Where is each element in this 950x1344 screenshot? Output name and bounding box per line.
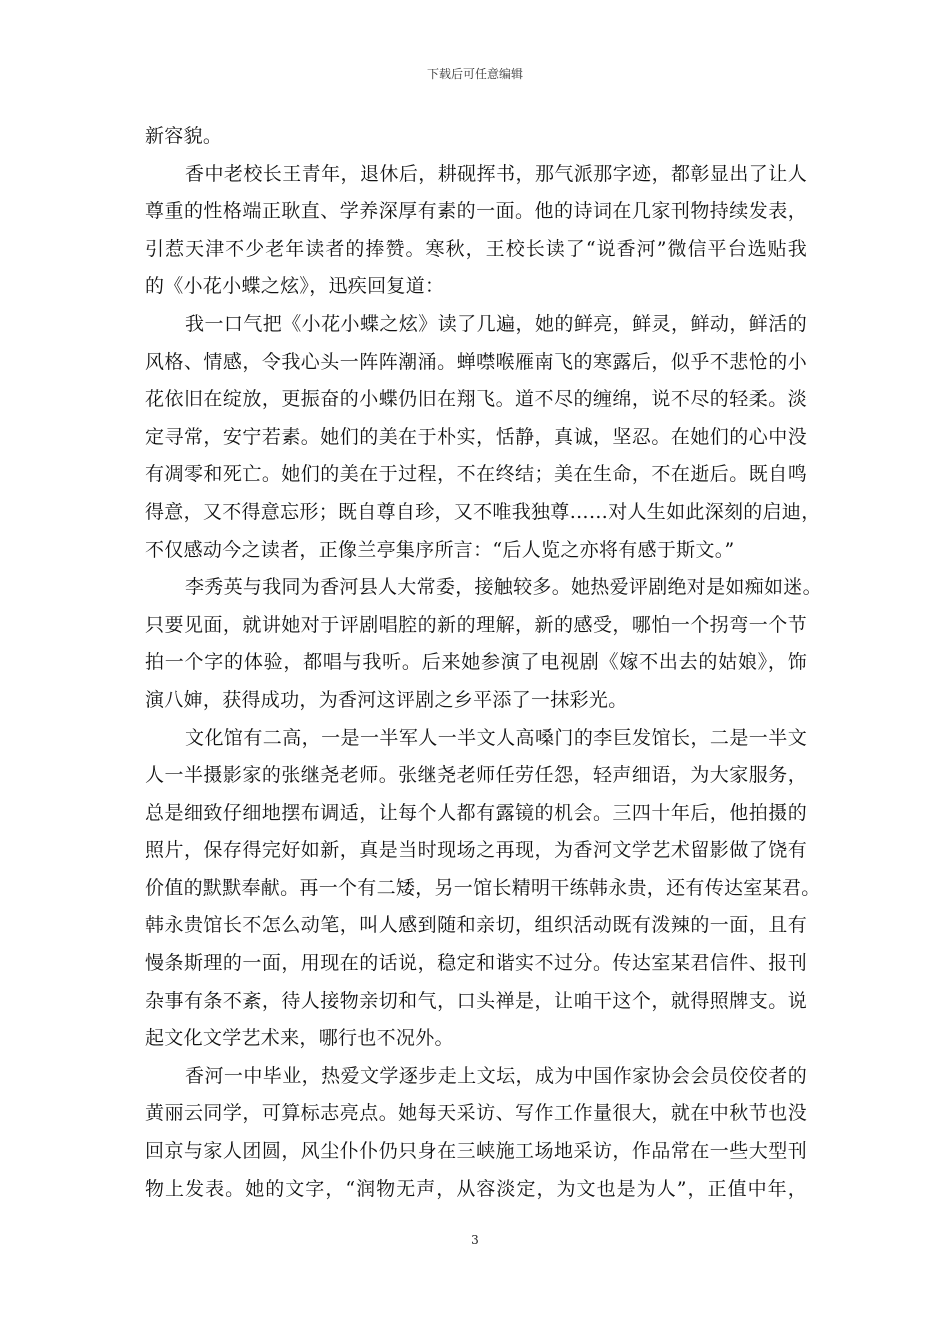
paragraph <box>145 118 807 156</box>
text-line: 演八婶，获得成功，为香河这评剧之乡平添了一抹彩光。 <box>145 688 628 711</box>
text-line: 香河一中毕业，热爱文学逐步走上文坛，成为中国作家协会会员佼佼者的 <box>185 1064 807 1087</box>
paragraph <box>145 156 807 306</box>
text-line: 人一半摄影家的张继尧老师。张继尧老师任劳任怨，轻声细语，为大家服务， <box>145 764 807 787</box>
paragraph <box>145 720 821 1058</box>
text-line: 得意，又不得意忘形；既自尊自珍，又不唯我独尊……对人生如此深刻的启迪， <box>145 500 821 523</box>
text-line: 总是细致仔细地摆布调适，让每个人都有露镜的机会。三四十年后，他拍摄的 <box>145 801 807 824</box>
text-line: 杂事有条不紊，待人接物亲切和气，口头禅是，让咱干这个，就得照牌支。说 <box>145 989 807 1012</box>
text-line: 慢条斯理的一面，用现在的话说，稳定和谐实不过分。传达室某君信件、报刊 <box>145 952 807 975</box>
text-line: 韩永贵馆长不怎么动笔，叫人感到随和亲切，组织活动既有泼辣的一面，且有 <box>145 914 807 937</box>
text-line: 价值的默默奉献。再一个有二矮，另一馆长精明干练韩永贵，还有传达室某君。 <box>145 876 821 899</box>
text-line: 有凋零和死亡。她们的美在于过程，不在终结；美在生命，不在逝后。既自鸣 <box>145 463 807 486</box>
text-line: 花依旧在绽放，更振奋的小蝶仍旧在翔飞。道不尽的缠绵，说不尽的轻柔。淡 <box>145 388 807 411</box>
paragraph <box>145 569 822 719</box>
text-line: 我一口气把《小花小蝶之炫》读了几遍，她的鲜亮，鲜灵，鲜动，鲜活的 <box>185 312 807 335</box>
text-line: 文化馆有二高，一是一半军人一半文人高嗓门的李巨发馆长，二是一半文 <box>185 726 807 749</box>
text-line: 定寻常，安宁若素。她们的美在于朴实，恬静，真诚，坚忍。在她们的心中没 <box>145 425 807 448</box>
text-line: 香中老校长王青年，退休后，耕砚挥书，那气派那字迹，都彰显出了让人 <box>185 162 807 185</box>
text-line: 不仅感动今之读者，正像兰亭集序所言：“后人览之亦将有感于斯文。” <box>145 538 735 561</box>
paragraph <box>145 1058 807 1208</box>
page-number: 3 <box>471 1233 479 1247</box>
text-line: 尊重的性格端正耿直、学养深厚有素的一面。他的诗词在几家刊物持续发表， <box>145 200 807 223</box>
text-line: 新容貌。 <box>145 125 223 147</box>
text-line: 起文化文学艺术来，哪行也不况外。 <box>145 1027 454 1050</box>
paragraph <box>145 306 821 569</box>
document-body <box>145 118 822 1208</box>
text-line: 李秀英与我同为香河县人大常委，接触较多。她热爱评剧绝对是如痴如迷。 <box>185 576 822 599</box>
text-line: 风格、情感，令我心头一阵阵潮涌。蝉噤喉雁南飞的寒露后，似乎不悲怆的小 <box>145 350 807 373</box>
text-line: 拍一个字的体验，都唱与我听。后来她参演了电视剧《嫁不出去的姑娘》，饰 <box>145 651 807 674</box>
text-line: 的《小花小蝶之炫》，迅疾回复道： <box>145 275 445 298</box>
text-line: 引惹天津不少老年读者的捧赞。寒秋，王校长读了“说香河”微信平台选贴我 <box>145 237 807 260</box>
page-header: 下载后可任意编辑 <box>426 67 523 81</box>
text-line: 照片，保存得完好如新，真是当时现场之再现，为香河文学艺术留影做了饶有 <box>145 839 807 862</box>
text-line: 回京与家人团圆，风尘仆仆仍只身在三峡施工场地采访，作品常在一些大型刊 <box>145 1140 807 1163</box>
text-line: 黄丽云同学，可算标志亮点。她每天采访、写作工作量很大，就在中秋节也没 <box>145 1102 807 1125</box>
text-line: 物上发表。她的文字，“润物无声，从容淡定，为文也是为人”，正值中年， <box>145 1177 807 1200</box>
text-line: 只要见面，就讲她对于评剧唱腔的新的理解，新的感受，哪怕一个拐弯一个节 <box>145 613 807 636</box>
